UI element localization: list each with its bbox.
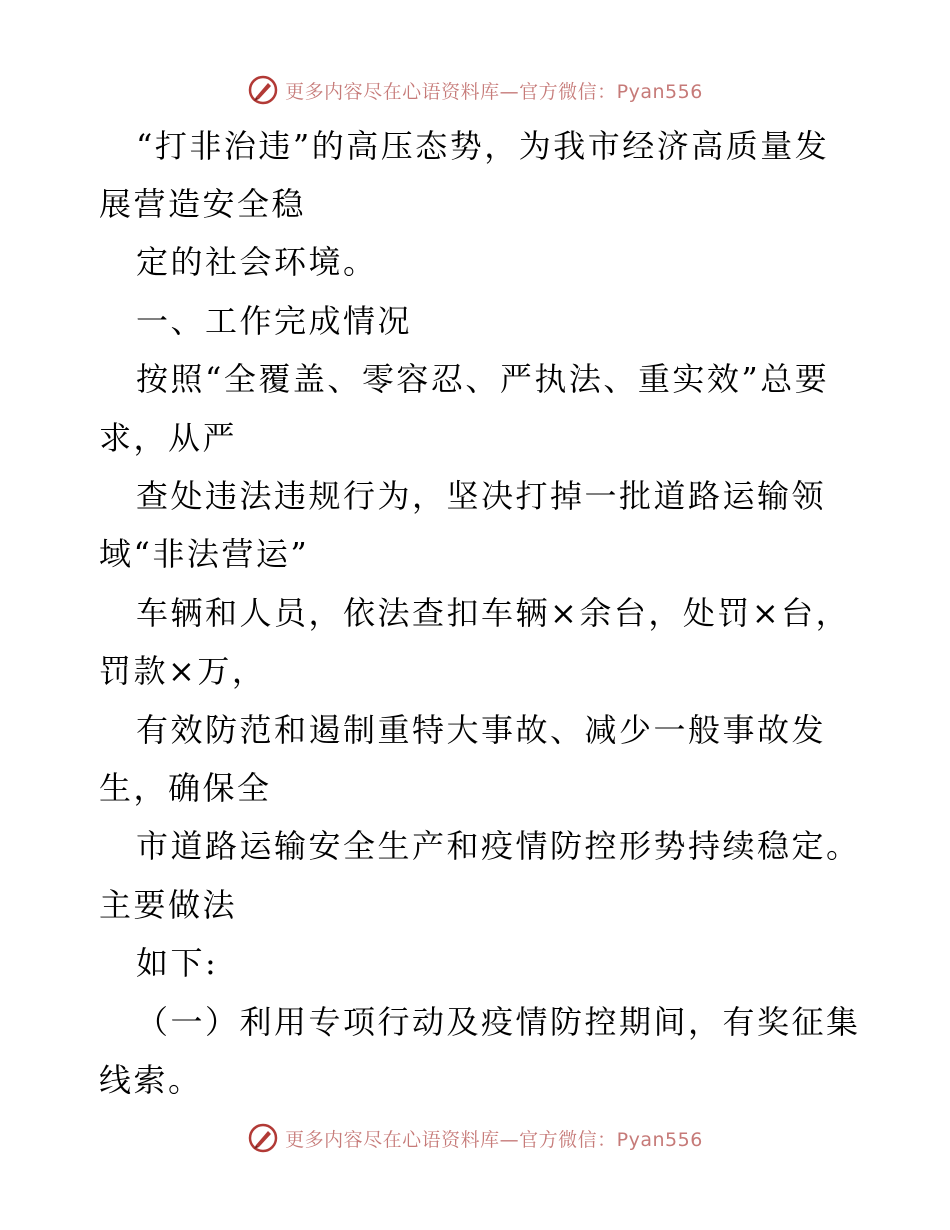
pen-logo-icon: [247, 74, 279, 106]
paragraph-line: 定的社会环境。: [136, 243, 378, 281]
paragraph-line: 有效防范和遏制重特大事故、减少一般事故发: [136, 711, 827, 749]
watermark-text: 更多内容尽在心语资料库—官方微信：Pyan556: [285, 80, 703, 103]
paragraph-line: 罚款×万，: [99, 652, 267, 690]
watermark-text: 更多内容尽在心语资料库—官方微信：Pyan556: [285, 1128, 703, 1151]
header-watermark: [0, 70, 950, 110]
paragraph-line: 按照“全覆盖、零容忍、严执法、重实效”总要: [136, 360, 830, 398]
pen-logo-icon: [247, 1122, 279, 1154]
footer-watermark: [0, 1118, 950, 1158]
subsection-heading: （一）利用专项行动及疫情防控期间，有奖征集: [136, 1003, 861, 1041]
paragraph-line: 线索。: [99, 1061, 203, 1099]
paragraph-line: 查处违法违规行为，坚决打掉一批道路运输领: [136, 477, 827, 515]
paragraph-line: 市道路运输安全生产和疫情防控形势持续稳定。: [136, 827, 861, 865]
paragraph-line: 生，确保全: [99, 769, 272, 807]
paragraph-line: 主要做法: [99, 886, 238, 924]
paragraph-line: 求，从严: [99, 419, 238, 457]
paragraph-line: 如下:: [136, 944, 219, 982]
paragraph-line: 车辆和人员，依法查扣车辆×余台，处罚×台，: [136, 594, 851, 632]
paragraph-line: 展营造安全稳: [99, 185, 307, 223]
paragraph-line: “打非治违”的高压态势，为我市经济高质量发: [136, 127, 830, 165]
section-heading: 一、工作完成情况: [136, 302, 413, 340]
paragraph-line: 域“非法营运”: [99, 535, 310, 573]
